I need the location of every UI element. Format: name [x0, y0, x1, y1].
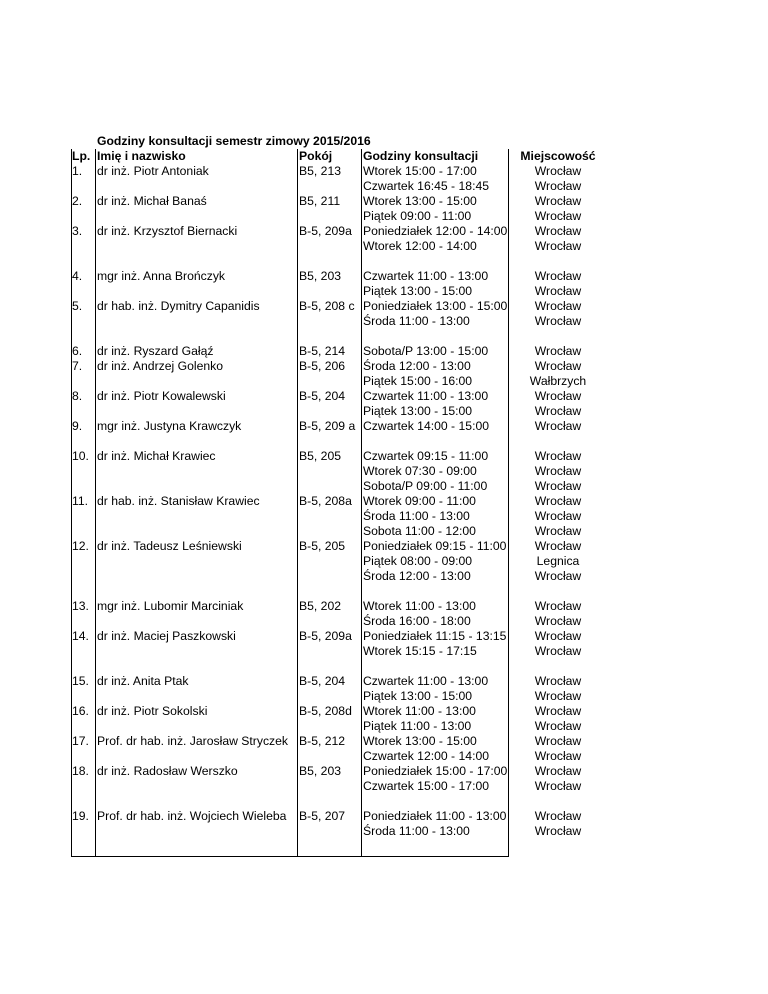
- cell-hours: Poniedziałek 13:00 - 15:00: [363, 299, 508, 313]
- cell-lp: 18.: [72, 764, 89, 778]
- page-title: Godziny konsultacji semestr zimowy 2015/2016: [97, 134, 371, 148]
- cell-hours: Wtorek 15:00 - 17:00: [363, 164, 477, 178]
- cell-lp: 11.: [72, 494, 89, 508]
- cell-hours: Sobota 11:00 - 12:00: [363, 524, 476, 538]
- cell-room: B5, 211: [299, 194, 341, 208]
- cell-lp: 4.: [72, 269, 83, 283]
- cell-hours: Środa 12:00 - 13:00: [363, 359, 471, 373]
- cell-name: mgr inż. Justyna Krawczyk: [97, 419, 242, 433]
- cell-city: Wrocław: [534, 449, 582, 463]
- cell-name: dr inż. Piotr Sokolski: [97, 704, 208, 718]
- cell-hours: Piątek 15:00 - 16:00: [363, 374, 473, 388]
- cell-room: B-5, 208a: [299, 494, 352, 508]
- header-hours: Godziny konsultacji: [363, 149, 479, 163]
- cell-lp: 10.: [72, 449, 89, 463]
- cell-city: Wałbrzych: [529, 374, 587, 388]
- cell-hours: Czwartek 11:00 - 13:00: [363, 674, 489, 688]
- column-divider: [508, 149, 509, 856]
- cell-name: dr inż. Andrzej Golenko: [97, 359, 224, 373]
- cell-hours: Wtorek 15:15 - 17:15: [363, 644, 477, 658]
- cell-lp: 16.: [72, 704, 89, 718]
- cell-room: B5, 205: [299, 449, 342, 463]
- cell-room: B5, 203: [299, 764, 342, 778]
- cell-lp: 1.: [72, 164, 83, 178]
- cell-hours: Wtorek 12:00 - 14:00: [363, 239, 477, 253]
- cell-room: B-5, 205: [299, 539, 346, 553]
- cell-city: Wrocław: [534, 194, 582, 208]
- cell-room: B5, 202: [299, 599, 342, 613]
- cell-city: Wrocław: [534, 749, 582, 763]
- column-divider: [71, 149, 72, 856]
- cell-room: B-5, 209 a: [299, 419, 356, 433]
- cell-hours: Czwartek 09:15 - 11:00: [363, 449, 489, 463]
- cell-city: Wrocław: [534, 524, 582, 538]
- cell-city: Wrocław: [534, 734, 582, 748]
- cell-hours: Piątek 09:00 - 11:00: [363, 209, 472, 223]
- cell-city: Wrocław: [534, 344, 582, 358]
- cell-hours: Czwartek 11:00 - 13:00: [363, 389, 489, 403]
- cell-hours: Poniedziałek 15:00 - 17:00: [363, 764, 508, 778]
- cell-city: Wrocław: [534, 674, 582, 688]
- cell-city: Wrocław: [534, 179, 582, 193]
- cell-room: B-5, 207: [299, 809, 346, 823]
- cell-name: dr inż. Krzysztof Biernacki: [97, 224, 238, 238]
- cell-room: B-5, 208d: [299, 704, 352, 718]
- cell-name: dr inż. Radosław Werszko: [97, 764, 238, 778]
- cell-name: dr inż. Anita Ptak: [97, 674, 189, 688]
- cell-lp: 17.: [72, 734, 89, 748]
- cell-hours: Poniedziałek 11:15 - 13:15: [363, 629, 507, 643]
- cell-lp: 2.: [72, 194, 83, 208]
- cell-lp: 7.: [72, 359, 83, 373]
- cell-city: Wrocław: [534, 809, 582, 823]
- cell-hours: Czwartek 16:45 - 18:45: [363, 179, 490, 193]
- cell-city: Wrocław: [534, 599, 582, 613]
- cell-room: B-5, 212: [299, 734, 346, 748]
- cell-room: B-5, 206: [299, 359, 346, 373]
- cell-room: B-5, 214: [299, 344, 346, 358]
- header-room: Pokój: [299, 149, 333, 163]
- cell-hours: Środa 11:00 - 13:00: [363, 314, 470, 328]
- cell-hours: Środa 11:00 - 13:00: [363, 824, 470, 838]
- cell-lp: 15.: [72, 674, 89, 688]
- cell-city: Wrocław: [534, 569, 582, 583]
- cell-room: B-5, 208 c: [299, 299, 355, 313]
- cell-lp: 14.: [72, 629, 89, 643]
- cell-hours: Poniedziałek 11:00 - 13:00: [363, 809, 507, 823]
- cell-city: Wrocław: [534, 419, 582, 433]
- cell-lp: 19.: [72, 809, 89, 823]
- cell-hours: Wtorek 11:00 - 13:00: [363, 704, 476, 718]
- cell-name: dr inż. Maciej Paszkowski: [97, 629, 236, 643]
- cell-hours: Wtorek 09:00 - 11:00: [363, 494, 476, 508]
- cell-name: dr inż. Ryszard Gałąź: [97, 344, 214, 358]
- column-divider: [95, 149, 96, 856]
- cell-city: Wrocław: [534, 269, 582, 283]
- cell-hours: Środa 16:00 - 18:00: [363, 614, 471, 628]
- cell-city: Wrocław: [534, 359, 582, 373]
- cell-hours: Czwartek 14:00 - 15:00: [363, 419, 490, 433]
- cell-city: Wrocław: [534, 719, 582, 733]
- cell-name: Prof. dr hab. inż. Wojciech Wieleba: [97, 809, 287, 823]
- cell-city: Wrocław: [534, 284, 582, 298]
- cell-hours: Piątek 13:00 - 15:00: [363, 689, 473, 703]
- cell-city: Wrocław: [534, 299, 582, 313]
- cell-room: B-5, 209a: [299, 629, 352, 643]
- cell-room: B5, 203: [299, 269, 342, 283]
- cell-hours: Piątek 08:00 - 09:00: [363, 554, 473, 568]
- header-lp: Lp.: [72, 149, 91, 163]
- cell-hours: Sobota/P 09:00 - 11:00: [363, 479, 488, 493]
- cell-name: dr inż. Piotr Antoniak: [97, 164, 209, 178]
- cell-city: Wrocław: [534, 224, 582, 238]
- cell-lp: 6.: [72, 344, 83, 358]
- cell-city: Wrocław: [534, 779, 582, 793]
- cell-room: B-5, 209a: [299, 224, 352, 238]
- column-divider: [297, 149, 298, 856]
- cell-name: dr inż. Michał Krawiec: [97, 449, 216, 463]
- header-name: Imię i nazwisko: [97, 149, 186, 163]
- cell-hours: Środa 11:00 - 13:00: [363, 509, 470, 523]
- cell-lp: 8.: [72, 389, 83, 403]
- header-city: Miejscowość: [520, 149, 596, 163]
- cell-city: Wrocław: [534, 644, 582, 658]
- cell-name: mgr inż. Anna Brończyk: [97, 269, 226, 283]
- cell-hours: Piątek 11:00 - 13:00: [363, 719, 472, 733]
- cell-lp: 13.: [72, 599, 89, 613]
- cell-city: Wrocław: [534, 404, 582, 418]
- cell-hours: Poniedziałek 12:00 - 14:00: [363, 224, 508, 238]
- column-divider: [361, 149, 362, 856]
- cell-name: dr inż. Michał Banaś: [97, 194, 207, 208]
- cell-lp: 12.: [72, 539, 89, 553]
- cell-city: Wrocław: [534, 824, 582, 838]
- cell-city: Legnica: [536, 554, 580, 568]
- cell-city: Wrocław: [534, 704, 582, 718]
- cell-name: mgr inż. Lubomir Marciniak: [97, 599, 244, 613]
- cell-hours: Piątek 13:00 - 15:00: [363, 404, 473, 418]
- table-bottom-border: [71, 856, 509, 857]
- cell-city: Wrocław: [534, 464, 582, 478]
- cell-name: dr inż. Piotr Kowalewski: [97, 389, 226, 403]
- cell-city: Wrocław: [534, 689, 582, 703]
- cell-hours: Wtorek 13:00 - 15:00: [363, 194, 477, 208]
- cell-city: Wrocław: [534, 389, 582, 403]
- cell-name: dr inż. Tadeusz Leśniewski: [97, 539, 242, 553]
- cell-lp: 3.: [72, 224, 83, 238]
- cell-room: B-5, 204: [299, 389, 346, 403]
- cell-city: Wrocław: [534, 164, 582, 178]
- cell-city: Wrocław: [534, 239, 582, 253]
- cell-city: Wrocław: [534, 539, 582, 553]
- cell-city: Wrocław: [534, 629, 582, 643]
- cell-hours: Środa 12:00 - 13:00: [363, 569, 471, 583]
- cell-lp: 5.: [72, 299, 83, 313]
- cell-hours: Czwartek 11:00 - 13:00: [363, 269, 489, 283]
- cell-name: Prof. dr hab. inż. Jarosław Stryczek: [97, 734, 289, 748]
- cell-city: Wrocław: [534, 494, 582, 508]
- cell-city: Wrocław: [534, 509, 582, 523]
- cell-hours: Wtorek 07:30 - 09:00: [363, 464, 477, 478]
- cell-hours: Czwartek 12:00 - 14:00: [363, 749, 490, 763]
- cell-hours: Wtorek 13:00 - 15:00: [363, 734, 477, 748]
- cell-city: Wrocław: [534, 479, 582, 493]
- cell-name: dr hab. inż. Stanisław Krawiec: [97, 494, 260, 508]
- cell-hours: Sobota/P 13:00 - 15:00: [363, 344, 489, 358]
- cell-hours: Poniedziałek 09:15 - 11:00: [363, 539, 507, 553]
- cell-room: B-5, 204: [299, 674, 346, 688]
- cell-hours: Piątek 13:00 - 15:00: [363, 284, 473, 298]
- cell-name: dr hab. inż. Dymitry Capanidis: [97, 299, 260, 313]
- cell-city: Wrocław: [534, 314, 582, 328]
- cell-city: Wrocław: [534, 764, 582, 778]
- cell-city: Wrocław: [534, 209, 582, 223]
- cell-hours: Wtorek 11:00 - 13:00: [363, 599, 476, 613]
- cell-city: Wrocław: [534, 614, 582, 628]
- cell-hours: Czwartek 15:00 - 17:00: [363, 779, 490, 793]
- cell-lp: 9.: [72, 419, 83, 433]
- cell-room: B5, 213: [299, 164, 342, 178]
